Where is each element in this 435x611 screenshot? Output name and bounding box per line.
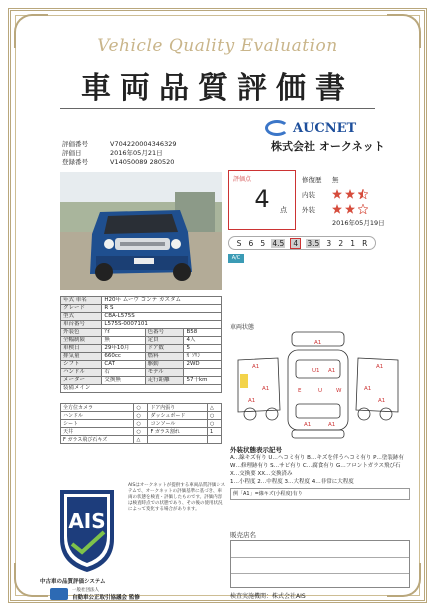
table-cell: ｶﾞｿﾘﾝ: [184, 353, 222, 361]
table-cell: 全幅制限: [61, 337, 102, 345]
table-cell: R S: [102, 305, 222, 313]
table-cell: L575S-0007101: [102, 321, 222, 329]
table-cell: 交換無: [102, 377, 145, 385]
table-cell: B58: [184, 329, 222, 337]
table-row: [61, 353, 222, 361]
damage-code: A1: [248, 398, 256, 404]
star-icon: [332, 189, 342, 199]
table-cell: 1: [207, 428, 221, 436]
table-row: [61, 297, 222, 305]
table-cell: 型式: [61, 313, 102, 321]
scale-item: R: [362, 238, 368, 248]
vehicle-damage-diagram: [228, 330, 408, 440]
table-cell: ハンドル: [61, 369, 102, 377]
table-cell: ドア内張り: [148, 404, 208, 412]
table-cell: 排気量: [61, 353, 102, 361]
page-title: 車両品質評価書: [60, 69, 375, 109]
repair-history-value: 無: [332, 176, 339, 184]
table-row: [61, 428, 222, 436]
table-row: [61, 329, 222, 337]
meta-label: 評価日: [62, 149, 82, 157]
scale-item: 3: [326, 238, 332, 248]
aucnet-logo: [261, 118, 391, 158]
table-cell: 色番号: [145, 329, 184, 337]
meta-value: V704220004346329: [110, 140, 177, 148]
half-star-icon: [358, 189, 368, 199]
table-cell: ドア数: [145, 345, 184, 353]
scale-item: 4.5: [272, 238, 285, 248]
star-icon: [332, 204, 342, 214]
table-cell: 天井: [61, 428, 134, 436]
table-row: [61, 345, 222, 353]
scale-item: S: [236, 238, 242, 248]
scale-item: 6: [248, 238, 254, 248]
table-row: [61, 404, 222, 412]
table-row: [61, 313, 222, 321]
table-cell: [148, 436, 208, 444]
spec-table: [60, 296, 222, 393]
damage-code: A1: [252, 364, 260, 370]
table-row: [61, 436, 222, 444]
rating-label: 外装: [302, 206, 315, 214]
meta-label: 評価番号: [62, 140, 88, 148]
table-cell: 車検日: [61, 345, 102, 353]
table-row: [61, 361, 222, 369]
legend-line: X…交換要 XX…交換済み: [230, 471, 293, 477]
table-cell: モデル: [145, 369, 184, 377]
diagram-title: 車両状態: [230, 324, 255, 331]
ratings-panel: [302, 172, 412, 227]
meta-label: 登録番号: [62, 158, 88, 166]
damage-code: W: [336, 388, 342, 394]
score-box: [228, 170, 296, 230]
table-cell: 車台番号: [61, 321, 102, 329]
table-cell: 4人: [184, 337, 222, 345]
table-row: [61, 412, 222, 420]
star-icon: [345, 189, 355, 199]
table-cell: 5: [184, 345, 222, 353]
table-cell: ○: [134, 404, 148, 412]
exterior-stars: [332, 204, 369, 216]
table-cell: [207, 436, 221, 444]
legend-heading: 外装状態表示記号: [230, 446, 282, 454]
table-cell: 660cc: [102, 353, 145, 361]
rating-label: 修復歴: [302, 176, 322, 184]
table-cell: ○: [207, 412, 221, 420]
table-cell: ダッシュボード: [148, 412, 208, 420]
table-row: [61, 321, 222, 329]
interior-stars: [332, 189, 369, 201]
grade-scale: [228, 236, 376, 250]
empty-star-icon: [358, 204, 368, 214]
swirl-icon: [265, 120, 289, 136]
legend-line: W…修理跡有り S…サビ有り C…腐食有り G…フロントガラス飛び石: [230, 463, 401, 469]
table-cell: ○: [134, 420, 148, 428]
brand-logo-text: AUCNET: [293, 121, 357, 136]
table-cell: 駆動: [145, 361, 184, 369]
damage-code: A1: [376, 364, 384, 370]
scale-item: 3.5: [307, 238, 320, 248]
table-cell: 燃料: [145, 353, 184, 361]
damage-code: A1: [262, 386, 270, 392]
damage-code: A1: [364, 386, 372, 392]
table-cell: 無: [102, 337, 145, 345]
table-cell: 全方位カメラ: [61, 404, 134, 412]
score-unit: 点: [280, 206, 287, 214]
table-cell: シート: [61, 420, 134, 428]
score-label: 評価点: [233, 176, 252, 183]
table-cell: 走行距離: [145, 377, 184, 385]
table-cell: ○: [207, 420, 221, 428]
association-mark: [50, 587, 200, 601]
damage-code: A1: [314, 340, 322, 346]
table-cell: 外装色: [61, 329, 102, 337]
ais-text: AIS: [68, 509, 106, 533]
inspector-text: 検査実施機関：株式会社AIS: [230, 593, 306, 600]
table-cell: F ガラス割れ: [148, 428, 208, 436]
star-icon: [345, 204, 355, 214]
table-cell: コンソール: [148, 420, 208, 428]
scale-item: 5: [260, 238, 266, 248]
table-row: [61, 305, 222, 313]
table-cell: △: [207, 404, 221, 412]
damage-code: U1: [312, 368, 320, 374]
table-row: [61, 369, 222, 377]
meta-info: [62, 140, 176, 167]
table-cell: 右: [102, 369, 145, 377]
table-cell: シフト: [61, 361, 102, 369]
ais-badge: [52, 484, 122, 574]
table-cell: 57千km: [184, 377, 222, 385]
table-row: [61, 337, 222, 345]
association-line1: 一般社団法人: [72, 588, 99, 593]
table-cell: 定員: [145, 337, 184, 345]
table-cell: ｱｵ: [102, 329, 145, 337]
table-cell: ○: [134, 428, 148, 436]
damage-code: A1: [328, 368, 336, 374]
table-cell: ○: [134, 412, 148, 420]
table-cell: 2WD: [184, 361, 222, 369]
table-cell: 29年10月: [102, 345, 145, 353]
legend-line: 1…小程度 2…中程度 3…大程度 4…非常に大程度: [230, 479, 354, 485]
table-cell: グレード: [61, 305, 102, 313]
scale-item: 1: [350, 238, 356, 248]
damage-code: A1: [304, 422, 312, 428]
table-cell: CAT: [102, 361, 145, 369]
section-label: 装備メイン: [61, 385, 222, 393]
legend-line: A…線キズ有り U…ヘコミ有り B…キズを伴うヘコミ有り P…塗装跡有: [230, 455, 404, 461]
damage-code: E: [298, 388, 302, 394]
scale-item: 2: [338, 238, 344, 248]
meta-value: V14050089 280520: [110, 158, 175, 166]
table-cell: 年式 車名: [61, 297, 102, 305]
damage-code: U: [318, 388, 323, 394]
scale-item-selected: 4: [290, 238, 301, 249]
english-title: Vehicle Quality Evaluation: [97, 36, 338, 56]
association-line2: 自動車公正取引協議会 監修: [72, 595, 140, 601]
damage-code: A1: [378, 398, 386, 404]
rating-label: 内装: [302, 191, 315, 199]
ac-badge: A/C: [228, 254, 244, 263]
legend-note: 例「A1」=線キズ(小程度)有り: [230, 488, 410, 500]
damage-code: A1: [328, 422, 336, 428]
disclaimer-text: AISはオークネットが提供する車両品質評価システムで、オークネットの評価基準に基づき、車両の状態を検査・評価したものです。評価内容は検査時点での状態であり、その後の使用状況によって変化する場合があります。: [128, 483, 226, 512]
dealer-label: 販売店名: [230, 531, 256, 539]
table-cell: F ガラス飛び石キズ: [61, 436, 134, 444]
ais-caption: 中古車の品質評価システム: [40, 579, 106, 585]
table-cell: H20年 ムーヴ コンテ カスタム: [102, 297, 222, 305]
table-cell: ハンドル: [61, 412, 134, 420]
association-icon: [50, 588, 68, 600]
company-name: 株式会社 オークネット: [271, 140, 385, 153]
score-value: 4: [254, 185, 270, 213]
equipment-table: [60, 403, 222, 444]
rating-date: 2016年05月19日: [332, 219, 385, 227]
meta-value: 2016年05月21日: [110, 149, 163, 157]
legend: [230, 446, 410, 500]
table-cell: [184, 369, 222, 377]
table-cell: △: [134, 436, 148, 444]
table-row: [61, 377, 222, 385]
vehicle-photo: [60, 172, 222, 290]
table-row: [61, 420, 222, 428]
dealer-box: [230, 540, 410, 588]
table-cell: CBA-L575S: [102, 313, 222, 321]
table-cell: メーター: [61, 377, 102, 385]
